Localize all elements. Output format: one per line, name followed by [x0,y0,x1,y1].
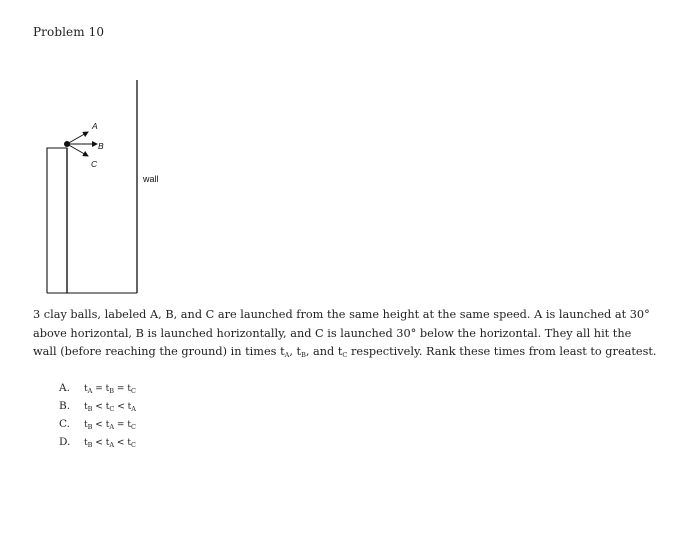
launch-tower [47,148,67,293]
label-b: B [98,141,104,151]
choice-expression: $t_B < t_C < t_A$ [84,402,136,413]
choice-expression: $t_B < t_A < t_C$ [84,438,136,449]
problem-title: Problem 10 [33,25,105,39]
time-b: $t_B$ [296,345,306,359]
time-c: $t_C$ [337,345,348,359]
arrow-a [67,132,88,144]
choice-letter: B. [59,400,71,412]
choice-a[interactable] [59,379,136,397]
arrow-c [67,144,88,156]
choice-expression: $t_A = t_B = t_C$ [84,384,136,395]
problem-statement: 3 clay balls, labeled A, B, and C are launched from the same height at the same speed. A is launched at 30° above horizontal, B is launched horizontally, and C is launched 30° below the horizontal. They all hit the wall (before reaching the ground) in times $t_A$, $t_B$, and $t_C$ respectively. Rank these times from least to greatest. [33,308,657,359]
choice-letter: D. [59,436,71,448]
label-c: C [91,159,98,169]
choice-letter: A. [59,382,70,394]
choice-c[interactable] [59,415,136,433]
label-a: A [92,121,98,131]
choice-b[interactable] [59,397,136,415]
problem-text-part1: 3 clay balls, labeled A, B, and C are launched from the same height at the same speed. A is launched at 30° above horizontal, B is launched horizontally, and C is launched 30° below the horizontal. They all hit the wall (before reaching the ground) in times [33,308,650,358]
problem-text-part2: respectively. Rank these times from least to greatest. [347,345,657,358]
choice-letter: C. [59,418,70,430]
choice-d[interactable] [59,433,136,451]
answer-choices [59,379,136,451]
wall-label: wall [143,174,159,184]
time-a: $t_A$ [280,345,290,359]
choice-expression: $t_B < t_A = t_C$ [84,420,136,431]
